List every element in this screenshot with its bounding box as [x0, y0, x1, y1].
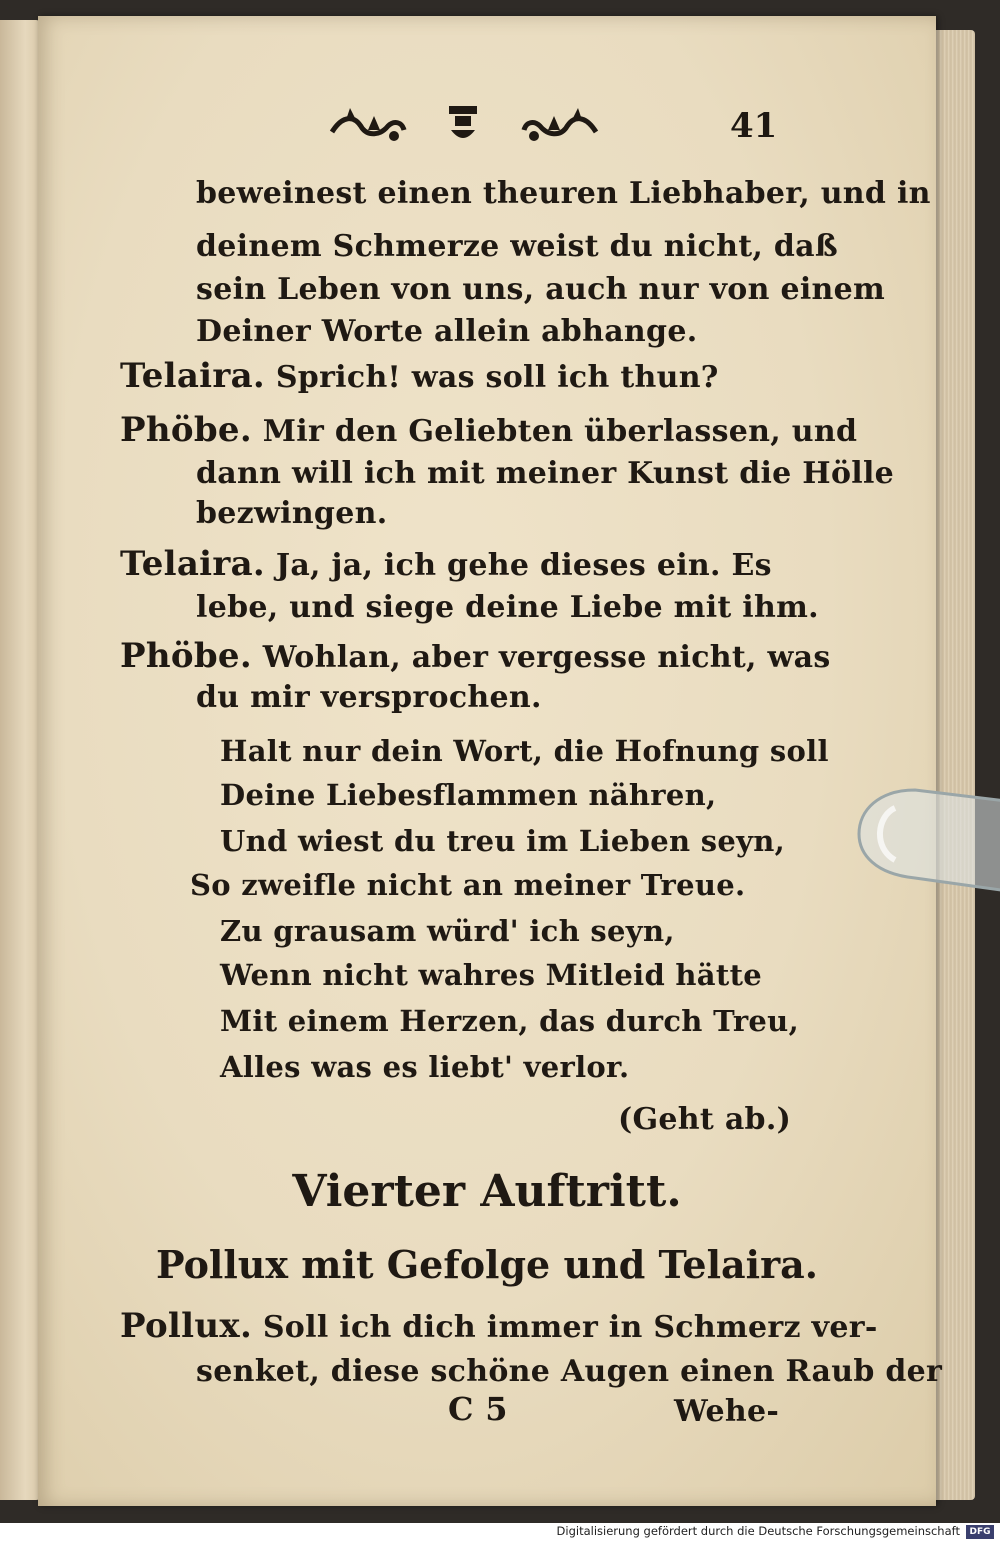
ornament-center-icon — [443, 102, 483, 148]
cast-list: Pollux mit Gefolge und Telaira. — [156, 1242, 818, 1287]
dialogue-line — [120, 356, 719, 396]
dialogue-line — [120, 410, 857, 450]
page-clip-icon — [855, 782, 1000, 907]
speech-text: Wohlan, aber vergesse nicht, was — [262, 640, 831, 675]
ornament-right-icon — [520, 102, 600, 148]
dfg-logo: DFG — [966, 1525, 994, 1539]
speaker-name: Telaira. — [120, 356, 266, 396]
speaker-name: Telaira. — [120, 544, 266, 584]
speech-text: du mir versprochen. — [196, 680, 542, 715]
page-header — [38, 102, 936, 162]
text-line: sein Leben von uns, auch nur von einem — [196, 272, 886, 307]
verse-line: Zu grausam würd' ich seyn, — [220, 914, 675, 948]
speaker-name: Phöbe. — [120, 636, 253, 676]
text-line: beweinest einen theuren Liebhaber, und in — [196, 176, 931, 211]
verse-line: Halt nur dein Wort, die Hofnung soll — [220, 734, 829, 768]
speech-text: Ja, ja, ich gehe dieses ein. Es — [275, 548, 772, 583]
verse-line: Mit einem Herzen, das durch Treu, — [220, 1004, 799, 1038]
ornament-left-icon — [328, 102, 408, 148]
scene-title: Vierter Auftritt. — [292, 1166, 682, 1217]
verse-line: Und wiest du treu im Lieben seyn, — [220, 824, 786, 858]
funding-credit: Digitalisierung gefördert durch die Deutsche Forschungsgemeinschaft — [556, 1524, 960, 1538]
footer-bar — [0, 1523, 1000, 1541]
verse-line: So zweifle nicht an meiner Treue. — [190, 868, 746, 902]
dialogue-line — [120, 636, 831, 676]
verse-line: Deine Liebesflammen nähren, — [220, 778, 717, 812]
speech-text: senket, diese schöne Augen einen Raub der — [196, 1354, 943, 1389]
text-line: deinem Schmerze weist du nicht, daß — [196, 229, 838, 264]
speech-text: Mir den Geliebten überlassen, und — [262, 414, 858, 449]
verse-line: Alles was es liebt' verlor. — [220, 1050, 630, 1084]
dialogue-line — [120, 544, 772, 584]
speech-text: Sprich! was soll ich thun? — [275, 360, 719, 395]
catchword: Wehe- — [674, 1394, 780, 1429]
book-page — [38, 16, 943, 1506]
speech-text: dann will ich mit meiner Kunst die Hölle — [196, 456, 895, 491]
page-number: 41 — [730, 106, 778, 146]
signature-mark: C 5 — [448, 1390, 508, 1428]
speaker-name: Phöbe. — [120, 410, 253, 450]
speech-text: Soll ich dich immer in Schmerz ver- — [262, 1310, 878, 1345]
speaker-name: Pollux. — [120, 1306, 253, 1346]
dialogue-line — [120, 1306, 878, 1346]
text-line: Deiner Worte allein abhange. — [196, 314, 698, 349]
verse-line: Wenn nicht wahres Mitleid hätte — [220, 958, 763, 992]
previous-page-edge — [0, 20, 42, 1500]
stage-direction: (Geht ab.) — [618, 1102, 792, 1137]
speech-text: bezwingen. — [196, 496, 388, 531]
speech-text: lebe, und siege deine Liebe mit ihm. — [196, 590, 819, 625]
